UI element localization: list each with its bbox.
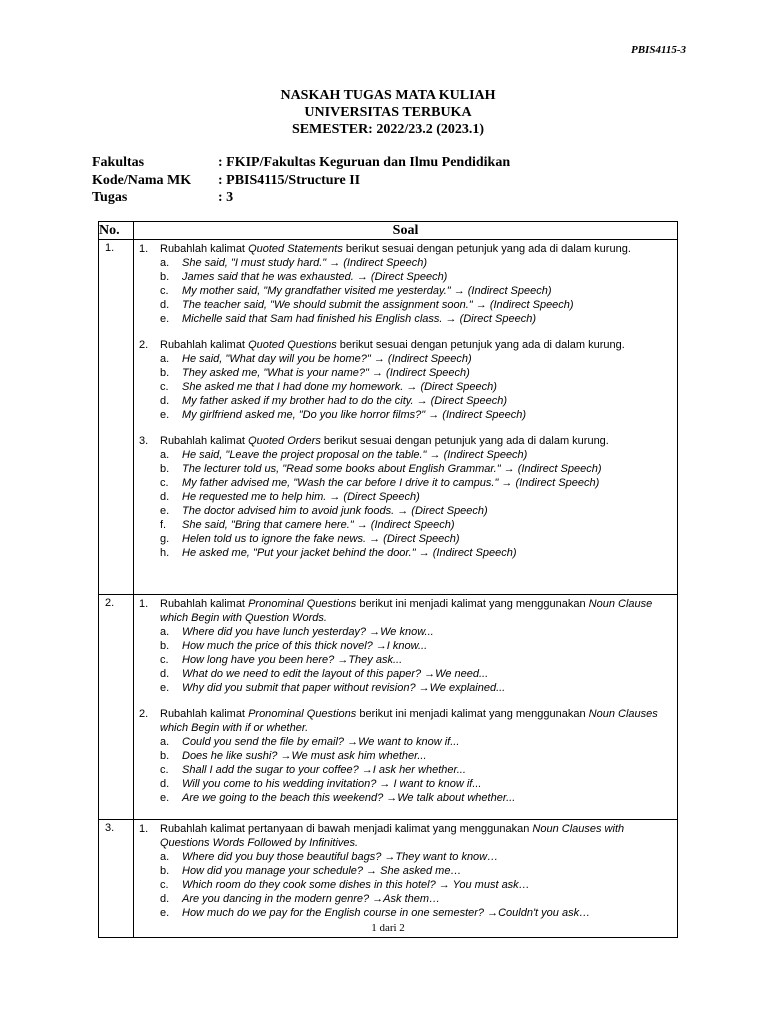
question-cell — [134, 595, 678, 820]
item-letter: c. — [160, 879, 169, 891]
row-number: 1. — [99, 240, 134, 595]
question-gap — [139, 326, 673, 338]
instruction-text: berikut sesuai dengan petunjuk yang ada di dalam kurung. — [336, 339, 625, 351]
page-number: 1 dari 2 — [371, 922, 405, 934]
item-letter: c. — [160, 764, 169, 776]
item-letter: b. — [160, 271, 170, 283]
question-instruction — [160, 707, 673, 735]
question-item — [160, 878, 673, 892]
question-instruction — [160, 822, 673, 850]
question-instruction — [160, 338, 673, 352]
instruction-text: berikut sesuai dengan petunjuk yang ada di dalam kurung. — [320, 435, 609, 447]
document-code: PBIS4115-3 — [630, 44, 686, 56]
item-text: He asked me, "Put your jacket behind the door." → (Indirect Speech) — [182, 547, 517, 559]
item-text: My mother said, "My grandfather visited me yesterday." → (Indirect Speech) — [182, 285, 552, 297]
meta-row-course — [92, 172, 510, 190]
item-text: How much the price of this thick novel? →I know... — [182, 640, 428, 652]
item-text: Will you come to his wedding invitation? → I want to know if... — [182, 778, 482, 790]
item-text: The lecturer told us, "Read some books about English Grammar." → (Indirect Speech) — [182, 463, 602, 475]
item-text: Does he like sushi? →We must ask him whether... — [182, 750, 427, 762]
header-soal: Soal — [134, 222, 678, 240]
question-body — [160, 822, 673, 920]
item-text: He said, "Leave the project proposal on the table." → (Indirect Speech) — [182, 449, 528, 461]
instruction-text: Rubahlah kalimat pertanyaan di bawah menjadi kalimat yang menggunakan — [160, 823, 533, 835]
question-item — [160, 312, 673, 326]
question-item — [160, 763, 673, 777]
question-item — [160, 777, 673, 791]
question-number: 3. — [139, 435, 149, 447]
question-item — [160, 625, 673, 639]
table-body — [99, 240, 678, 938]
question-item — [160, 448, 673, 462]
question-item — [160, 749, 673, 763]
row-number: 3. — [99, 820, 134, 938]
item-text: How much do we pay for the English course in one semester? →Couldn't you ask… — [182, 907, 591, 919]
question-item — [160, 735, 673, 749]
item-letter: e. — [160, 792, 170, 804]
question-item — [160, 380, 673, 394]
item-letter: c. — [160, 381, 169, 393]
item-text: He requested me to help him. → (Direct Speech) — [182, 491, 420, 503]
title-line: NASKAH TUGAS MATA KULIAH — [280, 88, 496, 103]
item-letter: e. — [160, 907, 170, 919]
question-item — [160, 864, 673, 878]
item-text: She said, "I must study hard." → (Indirect Speech) — [182, 257, 428, 269]
question-body — [160, 338, 673, 422]
question-item — [160, 256, 673, 270]
item-text: How did you manage your schedule? → She asked me… — [182, 865, 462, 877]
instruction-emphasis: Noun Clauses with Questions Words Followed by Infinitives. — [160, 823, 625, 849]
item-text: My father advised me, "Wash the car before I drive it to campus." → (Indirect Speech) — [182, 477, 600, 489]
item-letter: d. — [160, 778, 170, 790]
question-item — [160, 546, 673, 560]
question-number: 1. — [139, 823, 149, 835]
meta-value: : PBIS4115/Structure II — [218, 172, 361, 188]
question-body — [160, 597, 673, 695]
question-item — [160, 906, 673, 920]
item-text: He said, "What day will you be home?" → (Indirect Speech) — [182, 353, 472, 365]
instruction-text: berikut sesuai dengan petunjuk yang ada di dalam kurung. — [342, 243, 631, 255]
question-number: 1. — [139, 598, 149, 610]
question-gap — [139, 695, 673, 707]
item-text: The teacher said, "We should submit the assignment soon." → (Indirect Speech) — [182, 299, 574, 311]
question-item — [160, 270, 673, 284]
question — [139, 597, 673, 695]
question-number: 2. — [139, 339, 149, 351]
instruction-emphasis: Pronominal Questions — [248, 598, 357, 610]
item-text: Where did you buy those beautiful bags? →They want to know… — [182, 851, 499, 863]
instruction-emphasis: Quoted Questions — [248, 339, 337, 351]
instruction-text: Rubahlah kalimat — [160, 243, 249, 255]
item-text: What do we need to edit the layout of this paper? →We need... — [182, 668, 489, 680]
header-no: No. — [99, 222, 134, 240]
question-cell — [134, 240, 678, 595]
meta-value: : 3 — [218, 190, 234, 205]
meta-row-fakultas — [92, 154, 510, 172]
item-text: How long have you been here? →They ask... — [182, 654, 403, 666]
instruction-emphasis: Noun Clause which Begin with Question Words. — [160, 598, 653, 624]
item-letter: a. — [160, 353, 170, 365]
question-body — [160, 434, 673, 560]
item-text: Helen told us to ignore the fake news. → (Direct Speech) — [182, 533, 460, 545]
question-item — [160, 532, 673, 546]
question-item — [160, 366, 673, 380]
item-text: James said that he was exhausted. → (Direct Speech) — [182, 271, 448, 283]
instruction-text: Rubahlah kalimat — [160, 598, 249, 610]
item-letter: d. — [160, 893, 170, 905]
item-letter: c. — [160, 654, 169, 666]
question-item — [160, 791, 673, 805]
question-item — [160, 462, 673, 476]
item-letter: b. — [160, 640, 170, 652]
question-item — [160, 284, 673, 298]
question-instruction — [160, 434, 673, 448]
item-letter: b. — [160, 750, 170, 762]
item-text: My girlfriend asked me, "Do you like horror films?" → (Indirect Speech) — [182, 409, 527, 421]
item-letter: a. — [160, 626, 170, 638]
question-item — [160, 667, 673, 681]
document-title — [0, 87, 768, 138]
table-row — [99, 240, 678, 595]
item-text: Are we going to the beach this weekend? →We talk about whether... — [182, 792, 516, 804]
question — [139, 338, 673, 422]
question-item — [160, 639, 673, 653]
question-item — [160, 394, 673, 408]
instruction-emphasis: Noun Clauses which Begin with if or whether. — [160, 708, 658, 734]
item-letter: e. — [160, 682, 170, 694]
item-text: They asked me, "What is your name?" → (Indirect Speech) — [182, 367, 470, 379]
meta-value: : FKIP/Fakultas Keguruan dan Ilmu Pendidikan — [218, 155, 511, 170]
question — [139, 434, 673, 560]
item-text: Why did you submit that paper without revision? →We explained... — [182, 682, 506, 694]
item-letter: c. — [160, 285, 169, 297]
item-letter: a. — [160, 851, 170, 863]
question-instruction — [160, 597, 673, 625]
item-text: Where did you have lunch yesterday? →We know... — [182, 626, 434, 638]
meta-row-tugas — [92, 189, 510, 207]
question — [139, 822, 673, 920]
instruction-text: berikut ini menjadi kalimat yang menggunakan — [356, 598, 589, 610]
item-letter: e. — [160, 409, 170, 421]
table-header-row — [99, 222, 678, 240]
item-text: Are you dancing in the modern genre? →Ask them… — [182, 893, 441, 905]
item-letter: d. — [160, 395, 170, 407]
question-item — [160, 490, 673, 504]
item-letter: c. — [160, 477, 169, 489]
table-row — [99, 820, 678, 938]
item-text: She said, "Bring that camere here." → (Indirect Speech) — [182, 519, 455, 531]
item-letter: g. — [160, 533, 170, 545]
item-letter: d. — [160, 491, 170, 503]
item-letter: d. — [160, 668, 170, 680]
instruction-emphasis: Quoted Statements — [248, 243, 343, 255]
question-item — [160, 653, 673, 667]
item-text: The doctor advised him to avoid junk foods. → (Direct Speech) — [182, 505, 488, 517]
title-line: UNIVERSITAS TERBUKA — [304, 105, 472, 120]
item-letter: d. — [160, 299, 170, 311]
question-number: 2. — [139, 708, 149, 720]
question-item — [160, 504, 673, 518]
instruction-text: Rubahlah kalimat — [160, 708, 249, 720]
title-line: SEMESTER: 2022/23.2 (2023.1) — [291, 122, 485, 137]
item-text: She asked me that I had done my homework. → (Direct Speech) — [182, 381, 497, 393]
item-text: My father asked if my brother had to do the city. → (Direct Speech) — [182, 395, 508, 407]
item-letter: b. — [160, 865, 170, 877]
question-item — [160, 850, 673, 864]
instruction-emphasis: Pronominal Questions — [248, 708, 357, 720]
question-item — [160, 352, 673, 366]
question-item — [160, 408, 673, 422]
question-cell — [134, 820, 678, 938]
question-item — [160, 892, 673, 906]
question-item — [160, 298, 673, 312]
course-meta — [92, 154, 510, 207]
question-item — [160, 476, 673, 490]
item-letter: b. — [160, 463, 170, 475]
question-number: 1. — [139, 243, 149, 255]
table-row — [99, 595, 678, 820]
questions-table — [98, 221, 678, 938]
instruction-text: berikut ini menjadi kalimat yang menggunakan — [356, 708, 589, 720]
meta-label: Tugas — [92, 190, 128, 205]
question-body — [160, 242, 673, 326]
item-letter: e. — [160, 313, 170, 325]
item-text: Shall I add the sugar to your coffee? →I ask her whether... — [182, 764, 466, 776]
question-gap — [139, 422, 673, 434]
item-letter: b. — [160, 367, 170, 379]
meta-label: Fakultas — [92, 155, 145, 170]
meta-label: Kode/Nama MK — [92, 172, 192, 188]
item-letter: e. — [160, 505, 170, 517]
item-text: Michelle said that Sam had finished his English class. → (Direct Speech) — [182, 313, 536, 325]
question-body — [160, 707, 673, 805]
question — [139, 242, 673, 326]
instruction-text: Rubahlah kalimat — [160, 339, 249, 351]
item-text: Which room do they cook some dishes in this hotel? → You must ask… — [182, 879, 530, 891]
item-letter: a. — [160, 257, 170, 269]
question — [139, 707, 673, 805]
instruction-text: Rubahlah kalimat — [160, 435, 249, 447]
item-letter: h. — [160, 547, 170, 559]
question-item — [160, 518, 673, 532]
instruction-emphasis: Quoted Orders — [248, 435, 321, 447]
item-text: Could you send the file by email? →We want to know if... — [182, 736, 460, 748]
item-letter: f. — [160, 519, 167, 531]
question-instruction — [160, 242, 673, 256]
item-letter: a. — [160, 449, 170, 461]
row-number: 2. — [99, 595, 134, 820]
question-item — [160, 681, 673, 695]
item-letter: a. — [160, 736, 170, 748]
